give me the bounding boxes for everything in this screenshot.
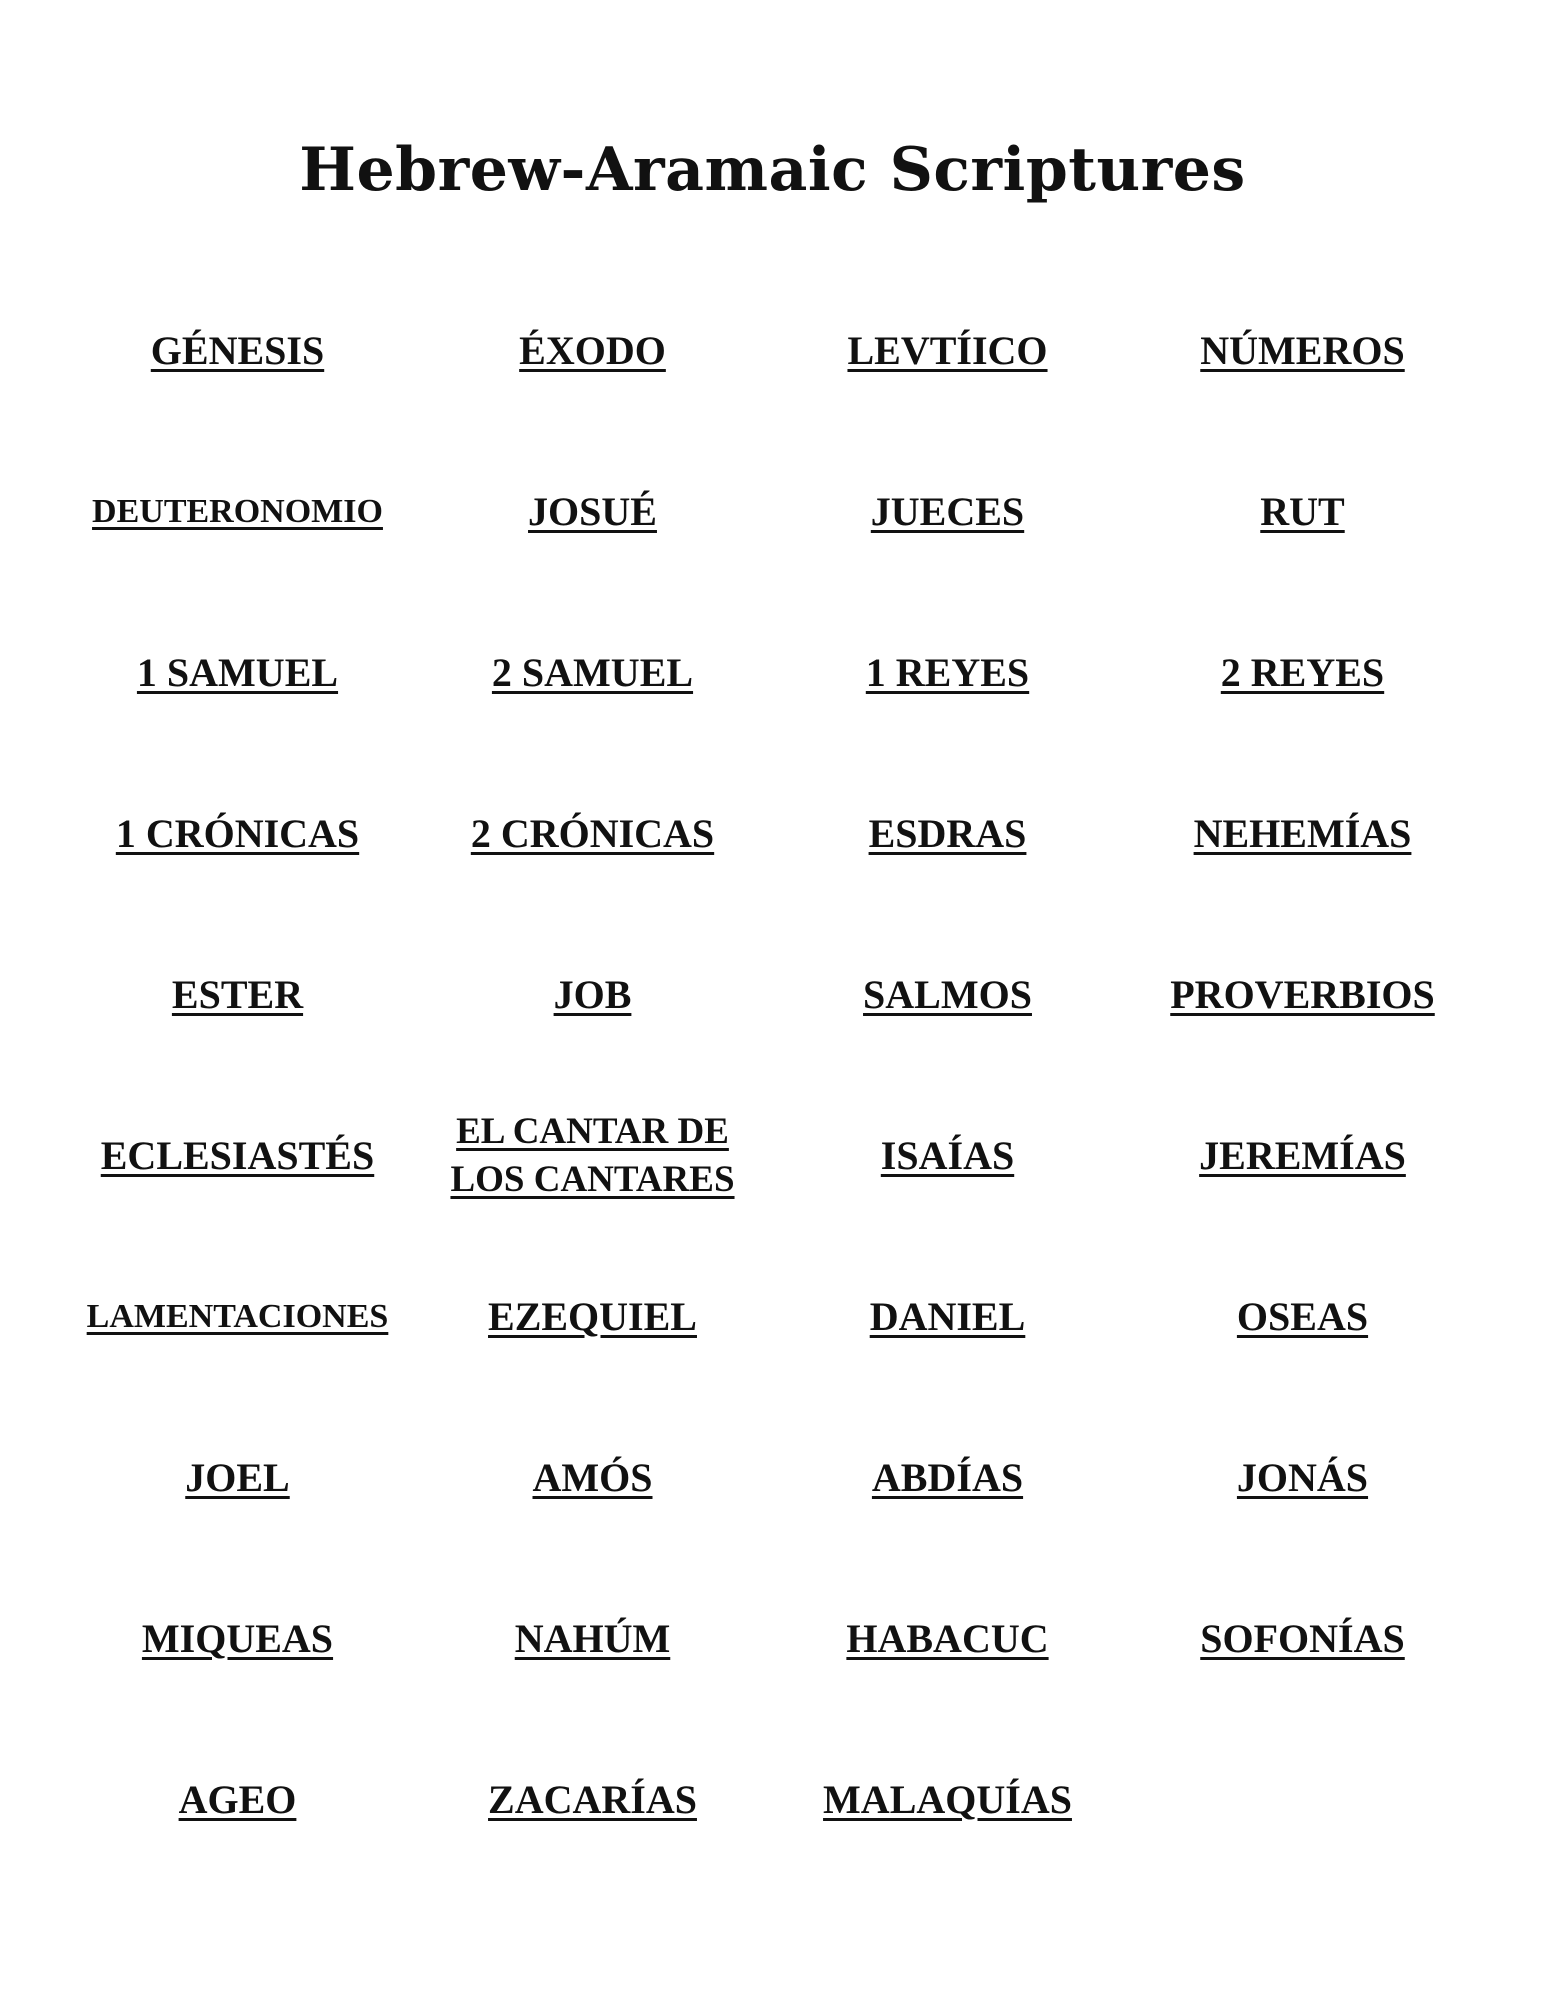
book-link-2-reyes[interactable]: 2 REYES bbox=[1220, 649, 1385, 695]
book-link-lamentaciones[interactable]: LAMENTACIONES bbox=[86, 1297, 389, 1335]
book-cell bbox=[60, 592, 415, 753]
book-link-ester[interactable]: ESTER bbox=[171, 971, 304, 1017]
book-cell bbox=[770, 753, 1125, 914]
book-cell bbox=[770, 431, 1125, 592]
book-link-joel[interactable]: JOEL bbox=[185, 1454, 290, 1500]
book-link-1-cronicas[interactable]: 1 CRÓNICAS bbox=[115, 810, 360, 856]
book-link-esdras[interactable]: ESDRAS bbox=[868, 810, 1027, 856]
book-link-job[interactable]: JOB bbox=[553, 971, 632, 1017]
book-cell bbox=[60, 1558, 415, 1719]
book-cell bbox=[415, 431, 770, 592]
book-cell bbox=[60, 270, 415, 431]
book-link-isaias[interactable]: ISAÍAS bbox=[880, 1132, 1015, 1178]
book-cell bbox=[60, 431, 415, 592]
book-cell bbox=[1125, 1558, 1480, 1719]
book-link-cantar-de-los-cantares[interactable]: EL CANTAR DE LOS CANTARES bbox=[450, 1110, 735, 1200]
book-link-nehemias[interactable]: NEHEMÍAS bbox=[1193, 810, 1412, 856]
empty-cell bbox=[1125, 1719, 1480, 1880]
book-cell bbox=[770, 270, 1125, 431]
book-link-sofonias[interactable]: SOFONÍAS bbox=[1200, 1615, 1405, 1661]
book-cell bbox=[415, 1558, 770, 1719]
book-cell bbox=[1125, 592, 1480, 753]
book-link-josue[interactable]: JOSUÉ bbox=[528, 488, 657, 534]
book-link-oseas[interactable]: OSEAS bbox=[1236, 1293, 1369, 1339]
book-link-deuteronomio[interactable]: DEUTERONOMIO bbox=[92, 492, 383, 530]
book-link-eclesiastes[interactable]: ECLESIASTÉS bbox=[100, 1132, 375, 1178]
book-cell bbox=[415, 1397, 770, 1558]
book-link-malaquias[interactable]: MALAQUÍAS bbox=[823, 1776, 1072, 1822]
book-cell bbox=[415, 270, 770, 431]
book-cell bbox=[770, 1719, 1125, 1880]
book-cell bbox=[770, 1075, 1125, 1236]
book-cell bbox=[415, 1719, 770, 1880]
book-link-levitico[interactable]: LEVTÍICO bbox=[847, 327, 1048, 373]
book-link-amos[interactable]: AMÓS bbox=[532, 1454, 653, 1500]
book-cell bbox=[770, 1558, 1125, 1719]
book-link-exodo[interactable]: ÉXODO bbox=[519, 327, 666, 373]
book-link-2-samuel[interactable]: 2 SAMUEL bbox=[491, 649, 694, 695]
book-link-genesis[interactable]: GÉNESIS bbox=[150, 327, 325, 373]
book-link-jonas[interactable]: JONÁS bbox=[1236, 1454, 1369, 1500]
book-cell bbox=[1125, 753, 1480, 914]
book-cell bbox=[60, 753, 415, 914]
book-link-numeros[interactable]: NÚMEROS bbox=[1200, 327, 1405, 373]
book-link-jueces[interactable]: JUECES bbox=[870, 488, 1025, 534]
book-link-2-cronicas[interactable]: 2 CRÓNICAS bbox=[470, 810, 715, 856]
book-link-zacarias[interactable]: ZACARÍAS bbox=[488, 1776, 697, 1822]
book-cell bbox=[415, 1236, 770, 1397]
book-link-1-samuel[interactable]: 1 SAMUEL bbox=[136, 649, 339, 695]
book-cell bbox=[770, 914, 1125, 1075]
book-cell bbox=[415, 753, 770, 914]
book-link-ezequiel[interactable]: EZEQUIEL bbox=[488, 1293, 697, 1339]
book-cell bbox=[1125, 431, 1480, 592]
book-cell bbox=[1125, 1236, 1480, 1397]
book-link-proverbios[interactable]: PROVERBIOS bbox=[1170, 971, 1435, 1017]
book-link-1-reyes[interactable]: 1 REYES bbox=[865, 649, 1030, 695]
book-cell bbox=[415, 914, 770, 1075]
book-cell bbox=[1125, 914, 1480, 1075]
book-cell bbox=[60, 914, 415, 1075]
book-link-jeremias[interactable]: JEREMÍAS bbox=[1199, 1132, 1406, 1178]
book-link-habacuc[interactable]: HABACUC bbox=[846, 1615, 1049, 1661]
book-link-salmos[interactable]: SALMOS bbox=[863, 971, 1032, 1017]
book-cell bbox=[1125, 270, 1480, 431]
book-cell bbox=[1125, 1397, 1480, 1558]
book-link-daniel[interactable]: DANIEL bbox=[869, 1293, 1026, 1339]
book-cell bbox=[60, 1719, 415, 1880]
book-cell bbox=[1125, 1075, 1480, 1236]
book-link-ageo[interactable]: AGEO bbox=[178, 1776, 297, 1822]
book-cell bbox=[415, 592, 770, 753]
book-cell bbox=[770, 1397, 1125, 1558]
page-title: Hebrew-Aramaic Scriptures bbox=[299, 135, 1246, 205]
book-link-abdias[interactable]: ABDÍAS bbox=[871, 1454, 1024, 1500]
book-cell bbox=[60, 1397, 415, 1558]
book-link-rut[interactable]: RUT bbox=[1260, 488, 1345, 534]
book-link-miqueas[interactable]: MIQUEAS bbox=[141, 1615, 334, 1661]
book-cell bbox=[60, 1236, 415, 1397]
book-link-nahum[interactable]: NAHÚM bbox=[514, 1615, 671, 1661]
book-cell bbox=[770, 1236, 1125, 1397]
book-cell bbox=[60, 1075, 415, 1236]
book-cell bbox=[770, 592, 1125, 753]
book-cell bbox=[415, 1075, 770, 1236]
book-grid bbox=[60, 270, 1480, 1880]
